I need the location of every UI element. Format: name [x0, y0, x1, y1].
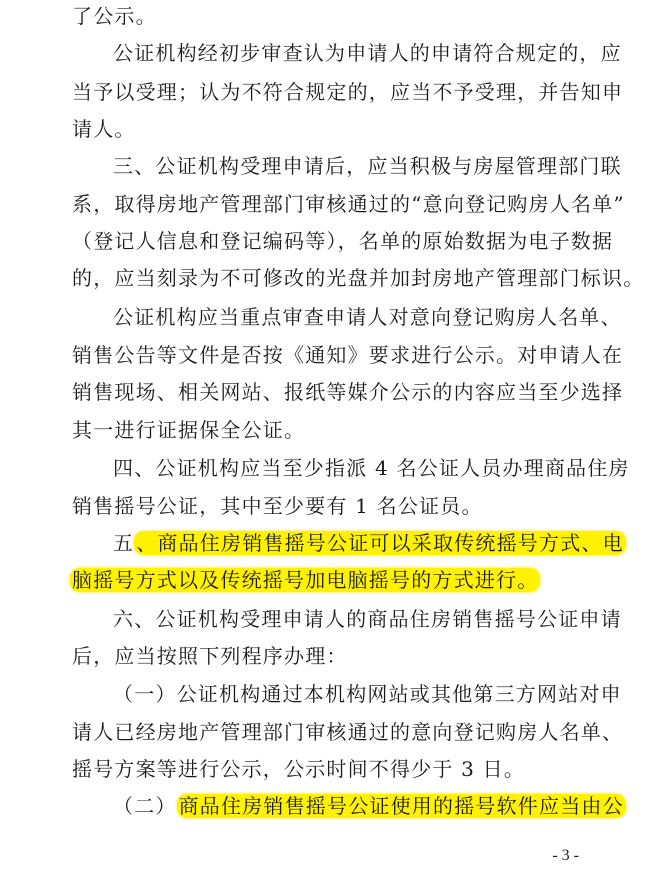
- highlighted-text: 、商品住房销售摇号公证可以采取传统摇号方式、电: [136, 531, 624, 555]
- text-line: （一）公证机构通过本机构网站或其他第三方网站对申: [113, 682, 622, 706]
- text-line: （登记人信息和登记编码等），名单的原始数据为电子数据: [72, 229, 614, 253]
- text-line: 公证机构经初步审查认为申请人的申请符合规定的，应: [113, 41, 622, 65]
- highlighted-text: 脑摇号方式以及传统摇号加电脑摇号的方式进行。: [72, 568, 539, 592]
- paragraph-number: 五: [113, 531, 135, 555]
- text-line: 销售现场、相关网站、报纸等媒介公示的内容应当至少选择: [72, 380, 624, 404]
- text-line: 三、公证机构受理申请后，应当积极与房屋管理部门联: [113, 154, 622, 178]
- text-line: 销售摇号公证，其中至少要有 1 名公证员。: [72, 494, 483, 518]
- page-number: - 3 -: [552, 847, 579, 864]
- text-line: 请人。: [72, 117, 136, 141]
- highlighted-text: 商品住房销售摇号公证使用的摇号软件应当由公: [178, 794, 624, 818]
- text-line: 销售公告等文件是否按《通知》要求进行公示。对申请人在: [72, 343, 624, 367]
- highlighted-text-line: [70, 566, 540, 594]
- item-number: （二）: [113, 794, 177, 818]
- highlighted-text-line: [113, 792, 626, 820]
- text-line: 公证机构应当重点审查申请人对意向登记购房人名单、: [113, 305, 622, 329]
- text-line: 了公示。: [72, 4, 157, 28]
- text-line: 其一进行证据保全公证。: [72, 418, 306, 442]
- text-line: 四、公证机构应当至少指派 4 名公证人员办理商品住房: [113, 456, 630, 480]
- text-line: 的，应当刻录为不可修改的光盘并加封房地产管理部门标识。: [72, 266, 645, 290]
- highlighted-text-line: [113, 529, 626, 557]
- text-line: 摇号方案等进行公示，公示时间不得少于 3 日。: [72, 757, 526, 781]
- text-line: 当予以受理；认为不符合规定的，应当不予受理，并告知申: [72, 80, 624, 104]
- text-line: 请人已经房地产管理部门审核通过的意向登记购房人名单、: [72, 720, 624, 744]
- text-line: 系，取得房地产管理部门审核通过的“意向登记购房人名单”: [72, 192, 625, 216]
- text-line: 六、公证机构受理申请人的商品住房销售摇号公证申请: [113, 607, 622, 631]
- text-line: 后，应当按照下列程序办理：: [72, 644, 348, 668]
